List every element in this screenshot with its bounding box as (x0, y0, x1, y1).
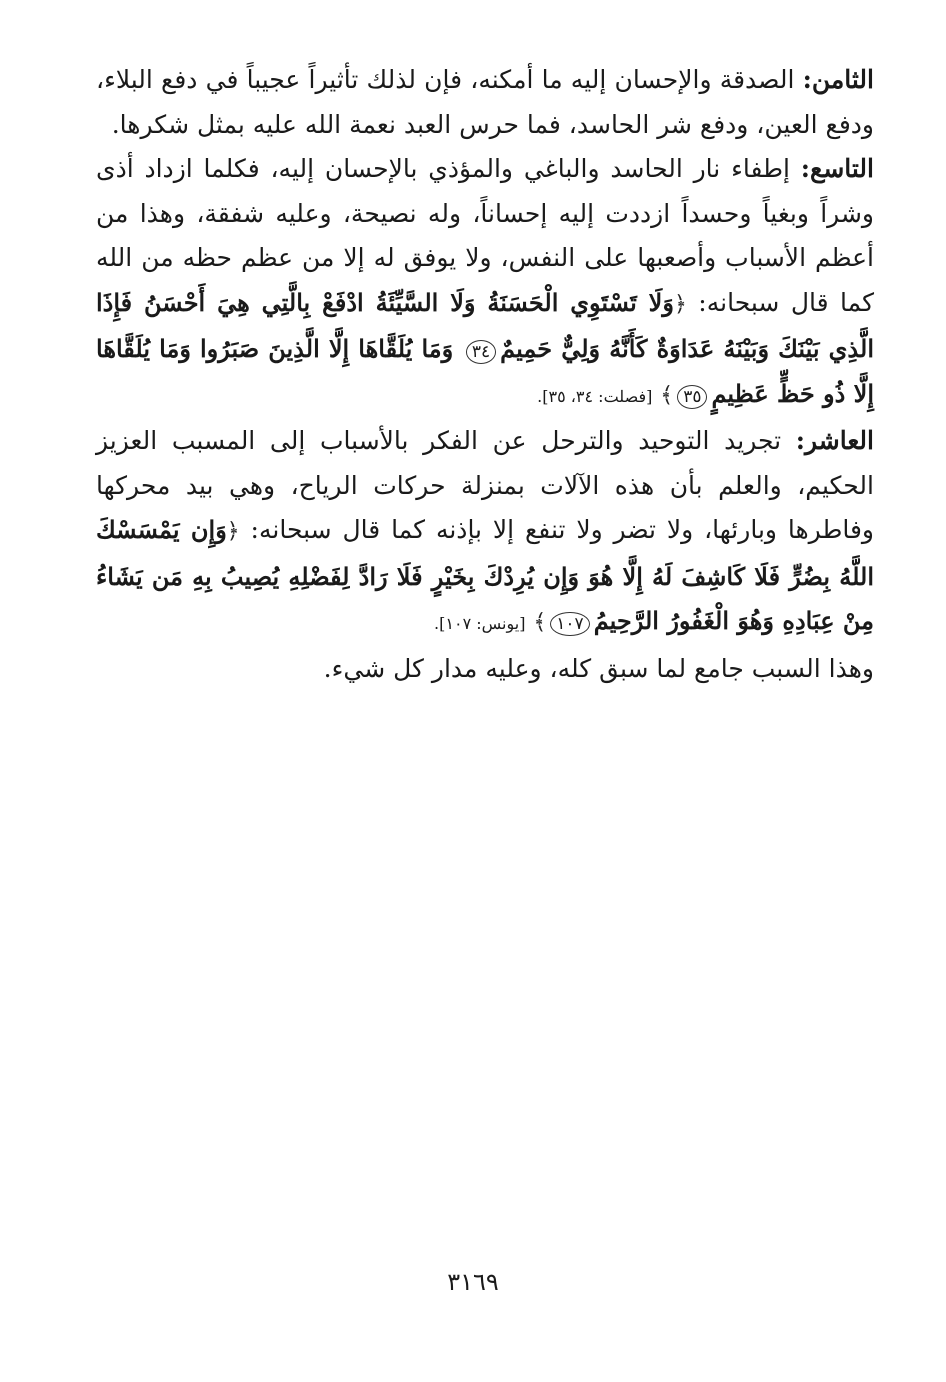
verse-reference: [يونس: ١٠٧]. (434, 614, 526, 633)
verse-reference: [فصلت: ٣٤، ٣٥]. (537, 386, 653, 406)
paragraph-ninth (96, 147, 874, 419)
quran-verse: وَإِن يَمْسَسْكَ اللَّهُ بِضُرٍّ فَلَا كَاشِفَ لَهُ إِلَّا هُوَ وَإِن يُرِدْكَ بِخَيْرٍ فَلَا رَادَّ لِفَضْلِهِ يُصِيبُ بِهِ مَن يَشَاءُ مِنْ عِبَادِهِ وَهُوَ الْغَفُورُ الرَّحِيمُ (96, 515, 874, 635)
page-number: ٣١٦٩ (447, 1268, 499, 1296)
paragraph-text: وهذا السبب جامع لما سبق كله، وعليه مدار كل شيء. (323, 653, 874, 683)
verse-number-marker: ٣٤ (466, 340, 496, 364)
paragraph-text: إطفاء نار الحاسد والباغي والمؤذي بالإحسان إليه، فكلما ازداد أذى وشراً وبغياً وحسداً ازددت إليه إحساناً، وله نصيحة، وعليه شفقة، وهذا من أعظم الأسباب وأصعبها على النفس، ولا يوفق له إلا من عظم حظه من الله كما قال سبحانه: (96, 154, 875, 317)
paragraph-label: التاسع: (800, 154, 874, 183)
paragraph-tenth (96, 419, 874, 647)
paragraph-text: تجريد التوحيد والترحل عن الفكر بالأسباب إلى المسبب العزيز الحكيم، والعلم بأن هذه الآلات بمنزلة حركات الرياح، وهي بيد محركها وفاطرها وبارئها، ولا تضر ولا تنفع إلا بإذنه كما قال سبحانه: (96, 426, 874, 544)
quran-close-ornament: ﴾ (533, 610, 547, 635)
verse-number-marker: ١٠٧ (550, 612, 589, 636)
quran-open-ornament: ﴿ (226, 519, 240, 544)
paragraph-conclusion (96, 647, 874, 692)
quran-open-ornament: ﴿ (673, 291, 687, 317)
page-body (96, 58, 874, 691)
quran-verse: وَمَا يُلَقَّاهَا إِلَّا الَّذِينَ صَبَرُوا وَمَا يُلَقَّاهَا إِلَّا ذُو حَظٍّ عَظِيمٍ (96, 334, 874, 408)
paragraph-text: الصدقة والإحسان إليه ما أمكنه، فإن لذلك تأثيراً عجيباً في دفع البلاء، ودفع العين، ودفع شر الحاسد، فما حرس العبد نعمة الله عليه بمثل شكرها. (96, 65, 874, 139)
paragraph-label: الثامن: (802, 65, 874, 94)
quran-verse: وَلَا تَسْتَوِي الْحَسَنَةُ وَلَا السَّيِّئَةُ ادْفَعْ بِالَّتِي هِيَ أَحْسَنُ فَإِذَا الَّذِي بَيْنَكَ وَبَيْنَهُ عَدَاوَةٌ كَأَنَّهُ وَلِيٌّ حَمِيمٌ (96, 287, 875, 363)
paragraph-label: العاشر: (795, 426, 874, 455)
verse-number-marker: ٣٥ (677, 385, 707, 409)
quran-close-ornament: ﴾ (660, 382, 674, 408)
paragraph-eighth (96, 58, 874, 147)
